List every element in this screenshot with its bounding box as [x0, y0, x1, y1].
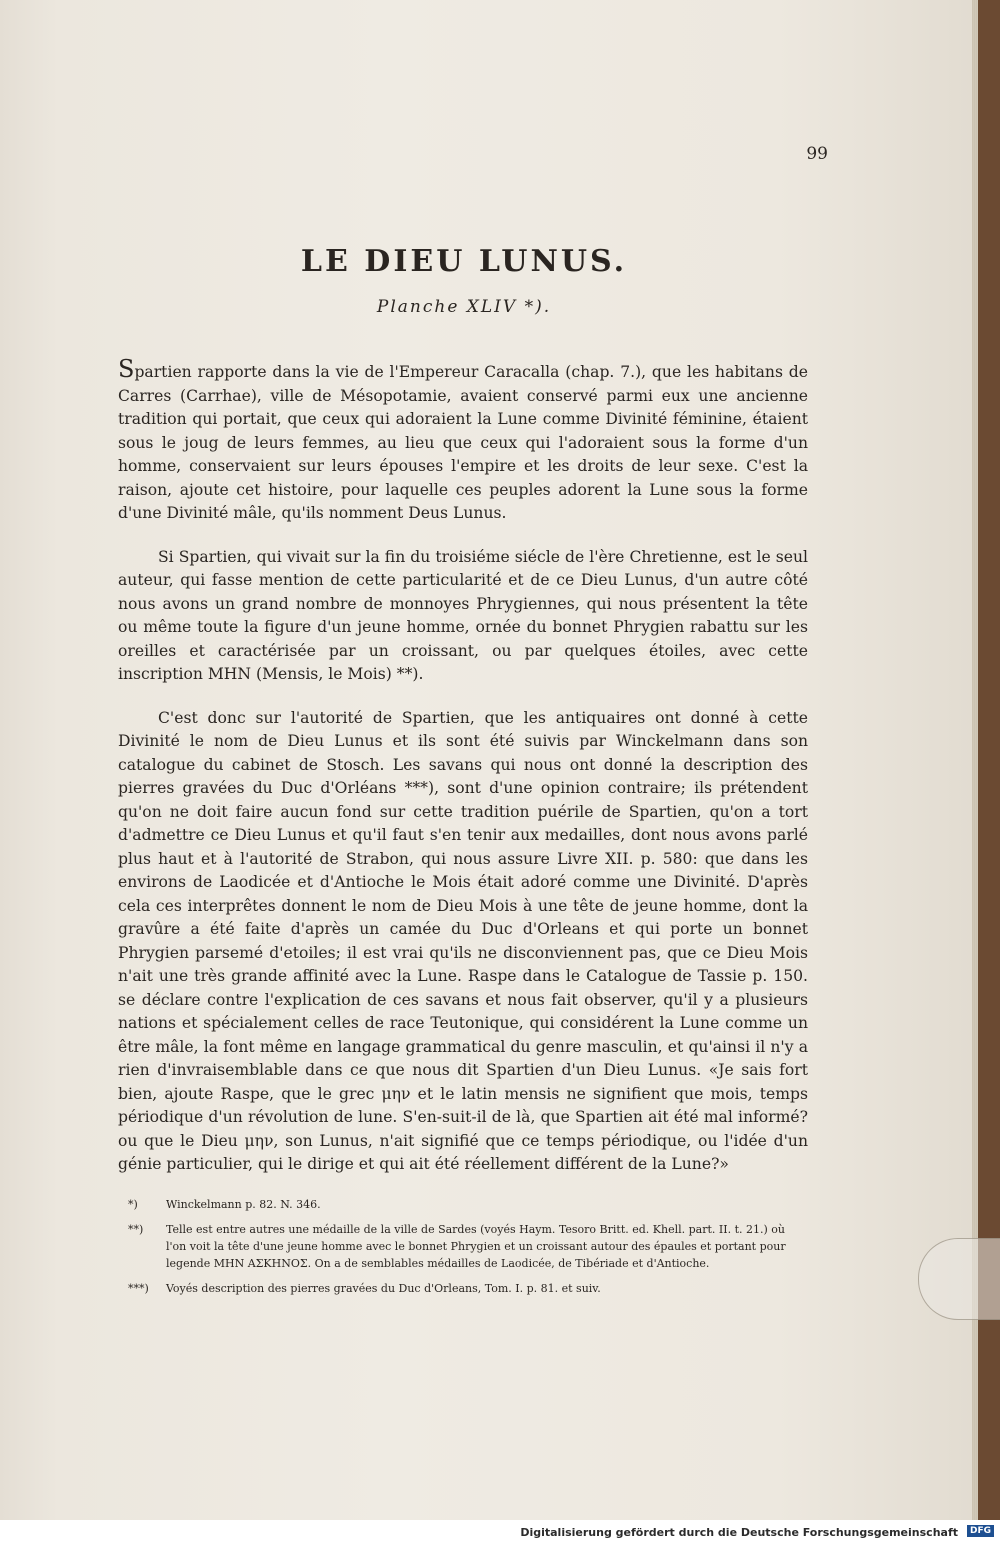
page-number: 99	[806, 144, 828, 164]
paragraph-2: Si Spartien, qui vivait sur la fin du troisiéme siécle de l'ère Chretienne, est le seul auteur, qui fasse mention de cette particularité et de ce Dieu Lunus, d'un autre côté nous avons un grand nombre de monnoyes Phrygiennes, qui nous présentent la tête ou même toute la figure d'un jeune homme, ornée du bonnet Phrygien rabattu sur les oreilles et caractérisée par un croissant, ou par quelques étoiles, avec cette inscription MHN (Mensis, le Mois) **).	[118, 547, 808, 683]
paragraph-text: partien rapporte dans la vie de l'Empereur Caracalla (chap. 7.), que les habitans de Carres (Carrhae), ville de Mésopotamie, avaient conservé parmi eux une ancienne tradition qui portait, que ceux qui adoraient la Lune comme Divinité féminine, étaient sous le joug de leurs femmes, au lieu que ceux qui l'adoraient sous la forme d'un homme, conservaient sur leurs épouses l'empire et les droits de leur sexe. C'est la raison, ajoute cet histoire, pour laquelle ces peuples adorent la Lune sous la forme d'une Divinité mâle, qu'ils nomment Deus Lunus.	[118, 363, 808, 522]
drop-cap: S	[118, 355, 135, 383]
footnote-2	[128, 1221, 808, 1272]
body-text	[118, 355, 808, 1197]
page-title: LE DIEU LUNUS.	[300, 244, 628, 279]
plate-reference: Planche XLIV *).	[376, 297, 552, 317]
footnotes	[128, 1196, 808, 1305]
footnote-text: Voyés description des pierres gravées du Duc d'Orleans, Tom. I. p. 81. et suiv.	[166, 1282, 601, 1295]
digitization-footer	[0, 1520, 1000, 1546]
footnote-text: Telle est entre autres une médaille de la ville de Sardes (voyés Haym. Tesoro Britt. ed. Khell. part. II. t. 21.) où l'on voit la tête d'une jeune homme avec le bonnet Phrygien et un croissant autour des épaules et portant pour legende MHN ΑΣΚΗΝΟΣ. On a de semblables médailles de Laodicée, de Tibériade et d'Antioche.	[166, 1223, 786, 1270]
footnote-text: Winckelmann p. 82. N. 346.	[166, 1198, 321, 1211]
transparent-page-clip	[918, 1238, 1000, 1320]
paragraph-3: C'est donc sur l'autorité de Spartien, que les antiquaires ont donné à cette Divinité le nom de Dieu Lunus et ils sont été suivis par Winckelmann dans son catalogue du cabinet de Stosch. Les savans qui nous ont donné la description des pierres gravées du Duc d'Orléans ***), sont d'une opinion contraire; ils prétendent qu'on ne doit faire aucun fond sur cette tradition puérile de Spartien, qu'on a tort d'admettre ce Dieu Lunus et qu'il faut s'en tenir aux medailles, dont nous avons parlé plus haut et à l'autorité de Strabon, qui nous assure Livre XII. p. 580: que dans les environs de Laodicée et d'Antioche le Mois était adoré comme une Divinité. D'après cela ces interprêtes donnent le nom de Dieu Mois à une tête de jeune homme, dont la gravûre a été faite d'après un camée du Duc d'Orleans et qui porte un bonnet Phrygien parsemé d'etoiles; il est vrai qu'ils ne disconviennent pas, que ce Dieu Mois n'ait une très grande affinité avec la Lune. Raspe dans le Catalogue de Tassie p. 150. se déclare contre l'explication de ces savans et nous fait observer, qu'il y a plusieurs nations et spécialement celles de race Teutonique, qui considérent la Lune comme un être mâle, la font même en langage grammatical du genre masculin, et qu'ainsi il n'y a rien d'invraisemblable dans ce que nous dit Spartien d'un Dieu Lunus. «Je sais fort bien, ajoute Raspe, que le grec μην et le latin mensis ne signifient que mois, temps périodique d'un révolution de lune. S'en-suit-il de là, que Spartien ait été mal informé? ou que le Dieu μην, son Lunus, n'ait signifié que ce temps périodique, ou l'idée d'un génie particulier, qui le dirige et qui ait été réellement différent de la Lune?»	[118, 708, 808, 1173]
paragraph-1	[118, 355, 808, 526]
footnote-1	[128, 1196, 808, 1213]
funding-credit: Digitalisierung gefördert durch die Deutsche Forschungsgemeinschaft	[520, 1526, 958, 1539]
footnote-mark: **)	[128, 1223, 144, 1236]
footnote-3	[128, 1280, 808, 1297]
footnote-mark: ***)	[128, 1282, 149, 1295]
dfg-logo-icon: DFG	[967, 1525, 994, 1537]
footnote-mark: *)	[128, 1198, 138, 1211]
